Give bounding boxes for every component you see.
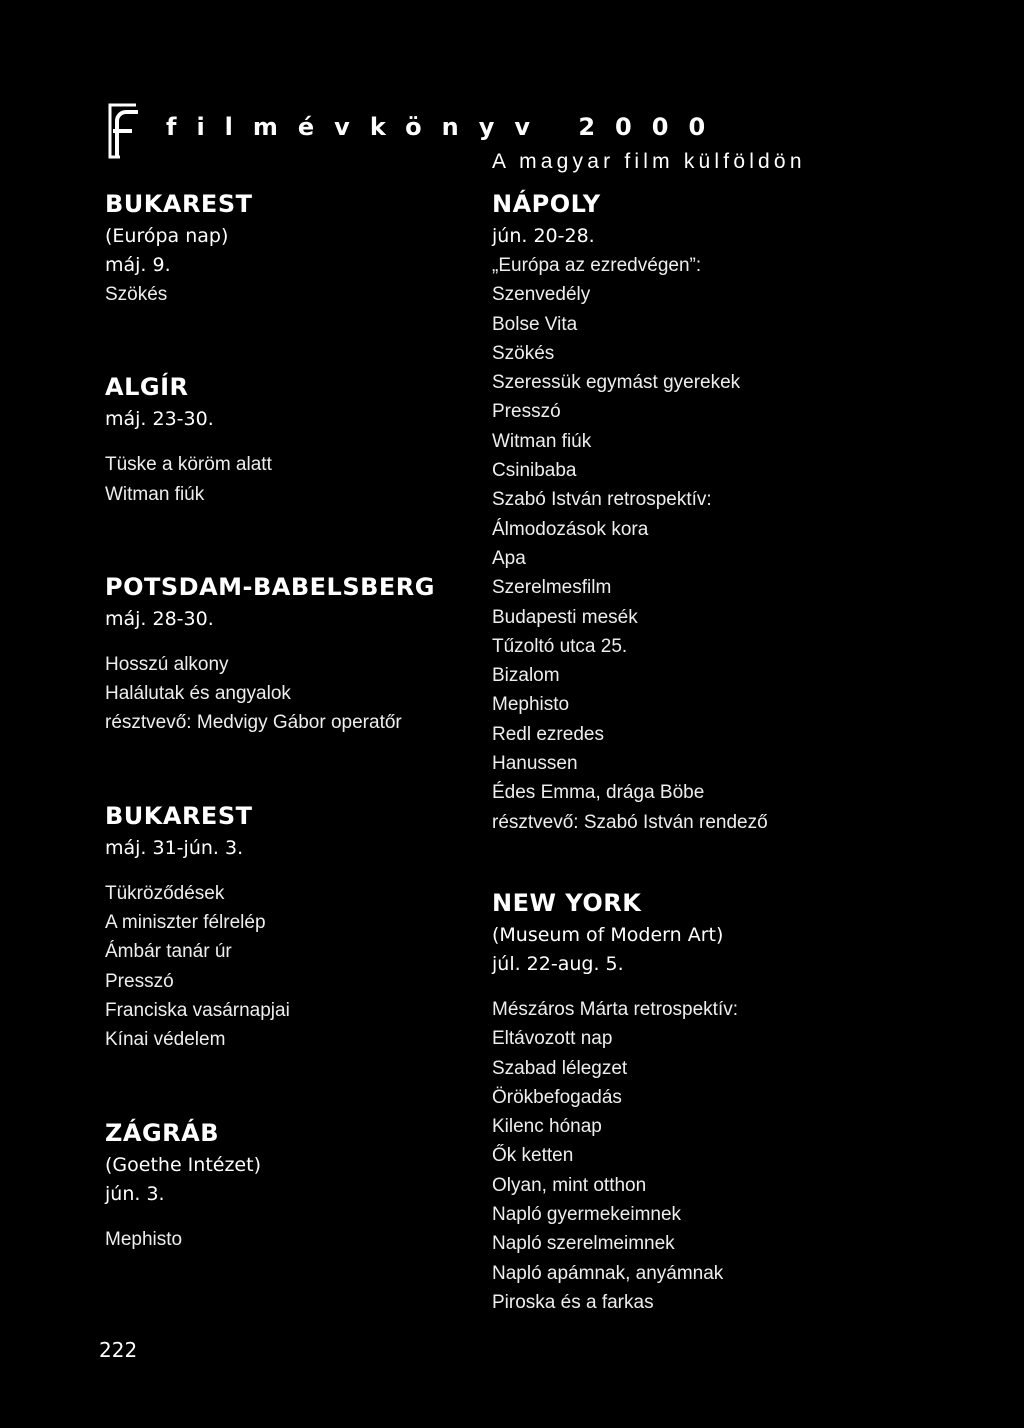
film-title: Tűzoltó utca 25. — [492, 635, 628, 657]
city-heading: POTSDAM-BABELSBERG — [105, 572, 435, 601]
film-title: Halálutak és angyalok — [105, 683, 291, 705]
city-heading: BUKAREST — [105, 190, 253, 218]
film-title: Witman fiúk — [492, 430, 592, 452]
program-title: Szabó István retrospektív: — [492, 489, 712, 511]
film-title: Örökbefogadás — [492, 1086, 622, 1108]
participant-note: résztvevő: Medvigy Gábor operatőr — [105, 712, 402, 734]
film-title: Szeressük egymást gyerekek — [492, 372, 741, 394]
film-title: Mephisto — [492, 694, 570, 716]
city-heading: NEW YORK — [492, 888, 642, 917]
film-title: Álmodozások kora — [492, 518, 649, 540]
event-date: máj. 31-jún. 3. — [105, 836, 244, 859]
section-separator — [105, 738, 485, 798]
event-section — [492, 885, 992, 1317]
film-title: Mephisto — [105, 1228, 183, 1250]
event-detail: (Goethe Intézet) — [105, 1153, 261, 1176]
event-section — [105, 186, 485, 309]
participant-note: résztvevő: Szabó István rendező — [492, 811, 768, 833]
film-title: Kínai védelem — [105, 1029, 226, 1051]
film-title: Tüske a köröm alatt — [105, 454, 272, 476]
header-title: filmévkönyv 2000 — [166, 113, 726, 141]
film-title: Redl ezredes — [492, 723, 604, 745]
film-title: Szenvedély — [492, 284, 591, 306]
city-heading: ZÁGRÁB — [105, 1118, 220, 1147]
film-title: Hanussen — [492, 753, 578, 775]
film-title: Szabad lélegzet — [492, 1057, 628, 1079]
left-column — [105, 186, 485, 1254]
program-title: „Európa az ezredvégen”: — [492, 255, 702, 276]
film-title: Kilenc hónap — [492, 1116, 602, 1138]
section-separator — [105, 1055, 485, 1115]
film-title: Bolse Vita — [492, 313, 578, 335]
city-heading: NÁPOLY — [492, 190, 601, 218]
film-title: Witman fiúk — [105, 483, 205, 505]
event-date: júl. 22-aug. 5. — [492, 952, 624, 975]
film-title: Apa — [492, 547, 526, 569]
film-title: Presszó — [492, 401, 561, 423]
event-section — [105, 798, 485, 1055]
event-date: máj. 9. — [105, 254, 171, 276]
city-heading: ALGÍR — [105, 373, 189, 402]
film-title: Olyan, mint otthon — [492, 1174, 647, 1196]
film-title: A miniszter félrelép — [105, 912, 266, 934]
section-separator — [105, 309, 485, 369]
event-section — [105, 369, 485, 509]
program-title: Mészáros Márta retrospektív: — [492, 998, 739, 1020]
film-title: Hosszú alkony — [105, 653, 229, 675]
film-title: Szökés — [492, 342, 555, 364]
event-detail: (Museum of Modern Art) — [492, 923, 724, 946]
section-separator — [105, 509, 485, 569]
film-title: Szökés — [105, 284, 168, 305]
right-column — [492, 186, 992, 1317]
film-title: Tükröződések — [105, 882, 225, 904]
film-title: Napló apámnak, anyámnak — [492, 1262, 724, 1284]
event-date: jún. 20-28. — [492, 225, 595, 247]
film-title: Bizalom — [492, 665, 560, 687]
event-date: máj. 28-30. — [105, 607, 214, 630]
film-title: Franciska vasárnapjai — [105, 999, 290, 1021]
event-section — [105, 569, 485, 738]
event-date: máj. 23-30. — [105, 408, 214, 431]
event-date: jún. 3. — [105, 1182, 165, 1205]
film-title: Piroska és a farkas — [492, 1291, 654, 1313]
film-title: Eltávozott nap — [492, 1028, 613, 1050]
film-title: Csinibaba — [492, 460, 577, 482]
page-number: 222 — [99, 1338, 138, 1362]
film-title: Édes Emma, drága Böbe — [492, 782, 705, 804]
film-title: Napló szerelmeimnek — [492, 1233, 675, 1255]
filmevkonyv-logo-icon — [106, 103, 140, 159]
event-section — [492, 186, 992, 837]
film-title: Presszó — [105, 970, 174, 992]
section-separator — [492, 837, 992, 885]
city-heading: BUKAREST — [105, 801, 253, 830]
film-title: Ők ketten — [492, 1145, 574, 1167]
film-title: Napló gyermekeimnek — [492, 1204, 682, 1226]
film-title: Ámbár tanár úr — [105, 941, 232, 963]
event-section — [105, 1115, 485, 1254]
film-title: Budapesti mesék — [492, 606, 638, 628]
header-subtitle: A magyar film külföldön — [492, 150, 806, 173]
event-detail: (Európa nap) — [105, 225, 229, 247]
film-title: Szerelmesfilm — [492, 577, 612, 599]
